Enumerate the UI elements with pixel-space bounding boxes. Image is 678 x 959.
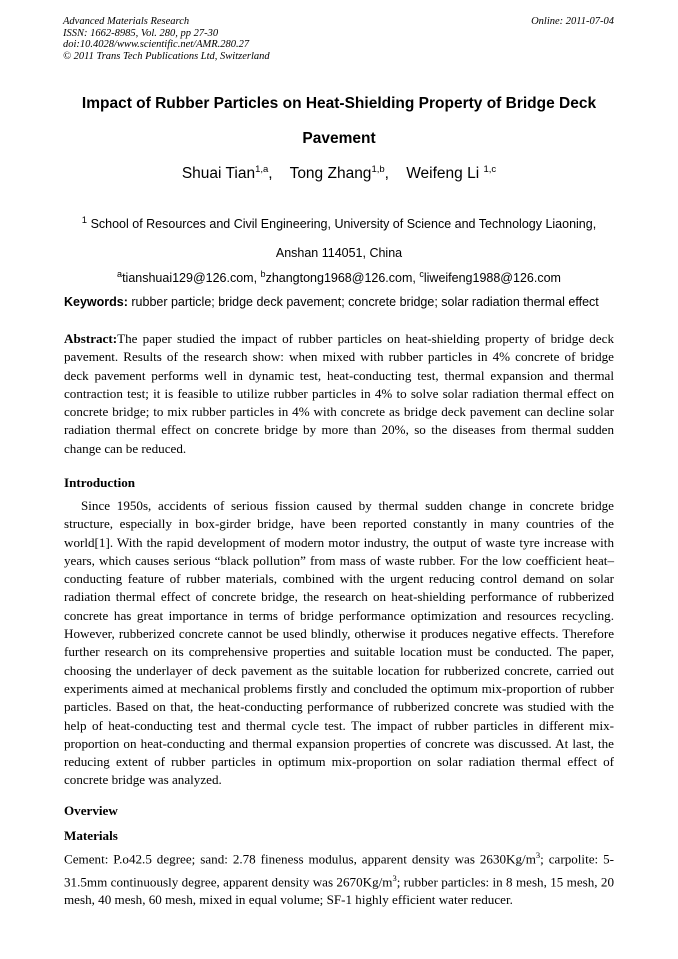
introduction-text: Since 1950s, accidents of serious fission caused by thermal sudden change in concrete bridge structure, especially in box-girder bridge, have been reported constantly in many countries of the world[1]. With the rapid development of modern motor industry, the output of waste tyre increase with years, which causes serious “black pollution” from mass of waste rubber. For the low coefficient heat–conducting feature of rubber materials, combined with the urgent reducing control demand on solar radiation thermal effect of concrete bridge, the research on heat-shielding performance of rubberized concrete has great importance in terms of bridge performance optimization and resources recycling. However, rubberized concrete cannot be used blindly, otherwise it produces negative effects. Therefore further research on its comprehensive properties and suitable location must be conducted. The paper, choosing the underlayer of deck pavement as the suitable location for rubberized concrete, carried out experiments aimed at mechanical problems firstly and concluded the optimum mix-proportion of rubber particles. Based on that, the heat-conducting performance of rubberized concrete was studied with the help of heat-conducting test and thermal cycle test. The impact of rubber particles in different mix-proportion on heat-conducting and thermal expansion properties of concrete was discussed. At last, the reducing extent of rubber particles in optimum mix-proportion on solar radiation thermal effect of concrete bridge was analyzed. xyxy=(64,498,614,788)
email-address: tianshuai129@126.com, xyxy=(122,271,258,286)
journal-info xyxy=(63,16,270,62)
journal-name: Advanced Materials Research xyxy=(63,16,190,27)
affiliation-line-2: Anshan 114051, China xyxy=(275,246,403,261)
affiliation-text: School of Resources and Civil Engineering, University of Science and Technology Liaoning, xyxy=(87,217,597,232)
online-date: Online: 2011-07-04 xyxy=(531,16,614,27)
superscript: 3 xyxy=(535,850,541,860)
materials-text xyxy=(64,846,614,910)
abstract-text: The paper studied the impact of rubber particles on heat-shielding property of bridge deck pavement. Results of the research show: when mixed with rubber particles in 4% concrete of bridge deck pavement performs well in dynamic test, heat-conducting test, thermal expansion and thermal contraction test; it is feasible to utilize rubber particles in 4% to solve solar radiation thermal effect on concrete bridge; to mix rubber particles in 4% with concrete as bridge deck pavement can decline solar radiation thermal effect on concrete bridge by more than 20%, so the diseases from thermal sudden change can be reduced. xyxy=(64,331,614,456)
abstract-label: Abstract: xyxy=(64,331,118,346)
title-line-2: Pavement xyxy=(302,130,376,147)
materials-part-2: ; carpolite: 5-31.5mm continuously degree, apparent density was 2670Kg/m xyxy=(64,851,614,890)
introduction-heading: Introduction xyxy=(64,475,136,490)
affiliation xyxy=(56,206,622,268)
materials-part-1: Cement: P.o42.5 degree; sand: 2.78 fineness modulus, apparent density was 2630Kg/m xyxy=(64,851,536,867)
author-affiliation-mark: 1,c xyxy=(483,164,497,175)
author-name: Tong Zhang xyxy=(289,165,372,183)
copyright: © 2011 Trans Tech Publications Ltd, Switzerland xyxy=(63,50,270,62)
author-list xyxy=(40,164,638,183)
author-affiliation-mark: 1,b xyxy=(371,164,385,175)
author-separator: , xyxy=(268,165,273,183)
email-mark: c xyxy=(419,269,424,279)
author-separator: , xyxy=(384,165,389,183)
email-address: zhangtong1968@126.com, xyxy=(265,271,416,286)
title-line-1: Impact of Rubber Particles on Heat-Shielding Property of Bridge Deck xyxy=(81,95,597,112)
email-mark: b xyxy=(260,269,266,279)
superscript: 3 xyxy=(392,872,397,883)
materials-part-3: ; rubber particles: in 8 mesh, 15 mesh, 20 mesh, 40 mesh, 60 mesh, mixed in equal volume; SF-1 highly efficient water reducer. xyxy=(64,874,614,908)
abstract xyxy=(64,330,614,458)
email-address: liweifeng1988@126.com xyxy=(423,271,561,286)
author-name: Shuai Tian xyxy=(181,165,256,183)
overview-heading: Overview xyxy=(64,803,118,818)
author-name: Weifeng Li xyxy=(406,165,480,183)
materials-heading: Materials xyxy=(64,828,118,843)
keywords-label: Keywords: xyxy=(64,295,128,309)
keywords xyxy=(64,295,624,309)
author-affiliation-mark: 1,a xyxy=(255,164,269,175)
issn: ISSN: 1662-8985, Vol. 280, pp 27-30 xyxy=(63,27,219,39)
affiliation-mark: 1 xyxy=(81,215,88,226)
email-list xyxy=(40,269,638,285)
email-mark: a xyxy=(117,269,123,279)
keywords-text: rubber particle; bridge deck pavement; concrete bridge; solar radiation thermal effect xyxy=(127,295,599,309)
doi: doi:10.4028/www.scientific.net/AMR.280.27 xyxy=(63,39,250,50)
affiliation-line-1 xyxy=(56,206,622,239)
paper-title xyxy=(40,86,638,156)
